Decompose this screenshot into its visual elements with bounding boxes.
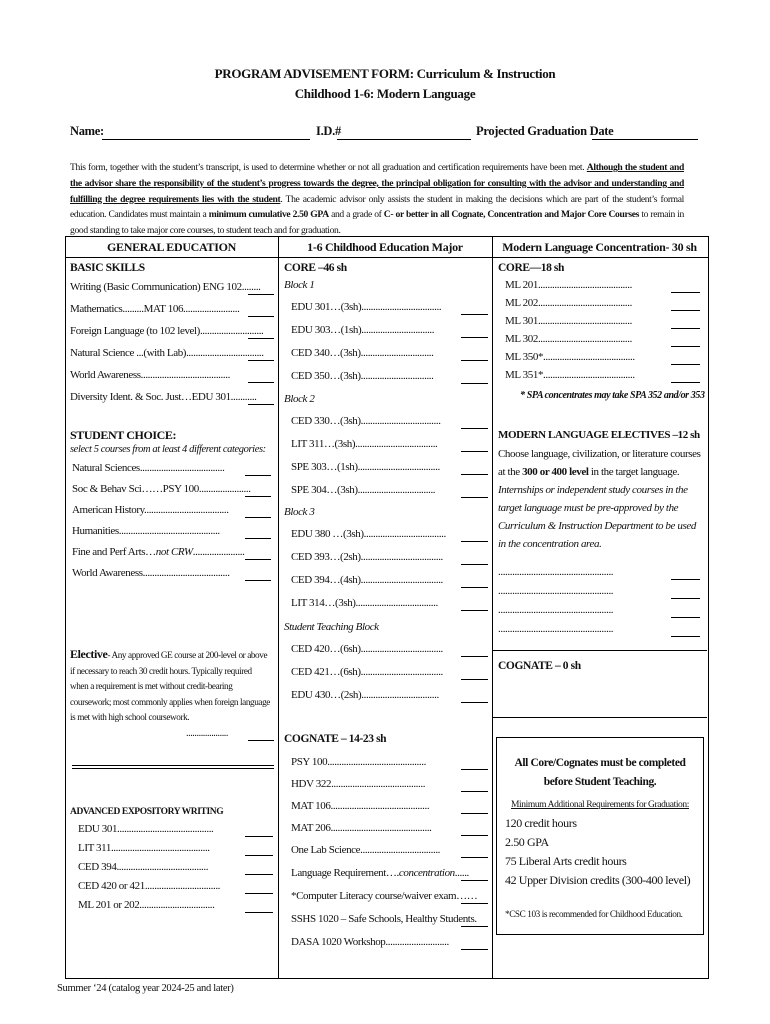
grade-blank[interactable]: [461, 564, 488, 565]
intro-paragraph: This form, together with the student’s transcript, is used to determine whether or not all graduation and certification requirements have been met. Although the student and the advisor share the responsibility of the student’s progress towards the degree, the principal obligation for consulting with the advisor and understanding and fulfilling the degree requirements lies with the student. The academic advisor only assists the student in making the decisions which are part of the student’s formal education. Candidates must maintain a minimum cumulative 2.50 GPA and a grade of C- or better in all Cognate, Concentration and Major Core Courses to remain in good standing to take major core courses, to student teach and for graduation.: [70, 162, 684, 237]
list-item: EDU 301…(3sh)..................................: [291, 301, 442, 313]
list-item: One Lab Science..................................: [291, 844, 441, 856]
column-divider-2: [492, 236, 493, 978]
grade-blank[interactable]: [461, 769, 488, 770]
advanced-writing-heading: ADVANCED EXPOSITORY WRITING: [70, 807, 224, 817]
list-item: Diversity Ident. & Soc. Just…EDU 301...........: [70, 391, 257, 403]
form-title: PROGRAM ADVISEMENT FORM: Curriculum & Instruction: [214, 66, 556, 81]
list-item: MAT 206...........................................: [291, 822, 432, 834]
grade-blank[interactable]: [245, 893, 273, 894]
list-item: ML 350*.......................................: [505, 351, 635, 363]
divider: [72, 765, 274, 766]
list-item: Mathematics.........MAT 106........................: [70, 303, 240, 315]
student-choice-heading: STUDENT CHOICE:: [70, 428, 177, 442]
grade-blank[interactable]: [671, 382, 700, 383]
list-item: EDU 303…(1sh)...............................: [291, 324, 435, 336]
grade-blank[interactable]: [671, 328, 700, 329]
general-education-header: GENERAL EDUCATION: [106, 240, 237, 254]
list-item: 75 Liberal Arts credit hours: [505, 854, 627, 868]
list-item: .................................................: [498, 623, 614, 635]
list-item: LIT 314…(3sh)...................................: [291, 597, 438, 609]
block-3-label: Block 3: [284, 506, 315, 518]
list-item: ML 351*.......................................: [505, 369, 635, 381]
grade-blank[interactable]: [461, 880, 488, 881]
grade-blank[interactable]: [461, 383, 488, 384]
grade-blank[interactable]: [245, 874, 273, 875]
grade-blank[interactable]: [461, 949, 488, 950]
name-label: Name:: [70, 124, 104, 138]
grade-blank[interactable]: [461, 857, 488, 858]
list-item: EDU 430…(2sh).................................: [291, 689, 439, 701]
student-teaching-label: Student Teaching Block: [284, 621, 379, 633]
list-item: PSY 100..........................................: [291, 756, 426, 768]
grade-blank[interactable]: [248, 338, 274, 339]
id-label: I.D.#: [316, 124, 341, 138]
grade-blank[interactable]: [671, 346, 700, 347]
list-item: ML 202........................................: [505, 297, 632, 309]
spa-note: * SPA concentrates may take SPA 352 and/or 353: [520, 390, 705, 401]
major-core-heading: CORE –46 sh: [284, 262, 347, 274]
grade-blank[interactable]: [461, 903, 488, 904]
id-field[interactable]: [337, 139, 471, 140]
list-item: DASA 1020 Workshop...........................: [291, 936, 449, 948]
grade-blank[interactable]: [461, 314, 488, 315]
grade-blank[interactable]: [461, 791, 488, 792]
grade-blank[interactable]: [671, 364, 700, 365]
list-item: Foreign Language (to 102 level)...........................: [70, 325, 264, 337]
grade-blank[interactable]: [461, 835, 488, 836]
requirements-subheading: Minimum Additional Requirements for Graduation:: [510, 800, 690, 810]
list-item: ML 201 or 202................................: [78, 899, 215, 911]
grade-blank[interactable]: [245, 475, 271, 476]
concentration-header: Modern Language Concentration- 30 sh: [502, 240, 697, 254]
grade-blank[interactable]: [245, 496, 271, 497]
divider: [72, 768, 274, 769]
list-item: EDU 301.........................................: [78, 823, 214, 835]
list-item: CED 420 or 421................................: [78, 880, 221, 892]
grade-blank[interactable]: [248, 740, 274, 741]
ml-electives-description: Choose language, civilization, or literature courses at the 300 or 400 level in the target language. Internships or independent study courses in the target language must be pre-approved by the Curriculum & Instruction Department to be used in the concentration area.: [498, 448, 701, 550]
list-item: CED 394…(4sh)...................................: [291, 574, 443, 586]
grade-blank[interactable]: [461, 702, 488, 703]
grade-blank[interactable]: [248, 316, 274, 317]
list-item: HDV 322........................................: [291, 778, 426, 790]
grade-blank[interactable]: [461, 474, 488, 475]
list-item: .................................................: [498, 604, 614, 616]
block-2-label: Block 2: [284, 393, 315, 405]
header-divider: [65, 257, 708, 258]
concentration-cognate-heading: COGNATE – 0 sh: [498, 660, 581, 672]
list-item: *Computer Literacy course/waiver exam……: [291, 890, 478, 902]
list-item: LIT 311..........................................: [78, 842, 210, 854]
block-1-label: Block 1: [284, 279, 315, 291]
list-item: CED 330…(3sh)..................................: [291, 415, 441, 427]
list-item: Fine and Perf Arts…not CRW......................: [72, 546, 245, 558]
divider: [492, 717, 707, 718]
grade-blank[interactable]: [248, 360, 274, 361]
grade-blank[interactable]: [461, 587, 488, 588]
grade-blank[interactable]: [461, 497, 488, 498]
list-item: CED 420…(6sh)...................................: [291, 643, 443, 655]
grade-blank[interactable]: [248, 404, 274, 405]
list-item: SPE 303…(1sh)...................................: [291, 461, 440, 473]
list-item: Soc & Behav Sci……PSY 100......................: [72, 483, 251, 495]
grade-blank[interactable]: [671, 636, 700, 637]
list-item: Language Requirement….concentration......: [291, 867, 469, 879]
list-item: 120 credit hours: [505, 816, 577, 830]
form-subtitle: Childhood 1-6: Modern Language: [294, 86, 476, 101]
student-choice-note: select 5 courses from at least 4 different categories:: [70, 444, 266, 455]
list-item: CED 393…(2sh)...................................: [291, 551, 443, 563]
list-item: EDU 380 …(3sh)...................................: [291, 528, 446, 540]
list-item: ML 301........................................: [505, 315, 632, 327]
list-item: Humanities...........................................: [72, 525, 220, 537]
list-item: American History....................................: [72, 504, 229, 516]
grade-blank[interactable]: [245, 559, 271, 560]
list-item: MAT 106..........................................: [291, 800, 430, 812]
list-item: World Awareness.....................................: [72, 567, 230, 579]
list-item: Natural Science ...(with Lab).................................: [70, 347, 264, 359]
list-item: World Awareness......................................: [70, 369, 230, 381]
grade-blank[interactable]: [671, 310, 700, 311]
major-header: 1-6 Childhood Education Major: [307, 240, 463, 254]
grade-blank[interactable]: [671, 579, 700, 580]
graduation-date-label: Projected Graduation Date: [476, 124, 614, 138]
list-item: ML 201........................................: [505, 279, 632, 291]
list-item: CED 340…(3sh)...............................: [291, 347, 434, 359]
grade-blank[interactable]: [461, 541, 488, 542]
list-item: CED 394.......................................: [78, 861, 209, 873]
list-item: ML 302........................................: [505, 333, 632, 345]
list-item: CED 350…(3sh)...............................: [291, 370, 434, 382]
grade-blank[interactable]: [245, 855, 273, 856]
column-divider-1: [278, 236, 279, 978]
grade-blank[interactable]: [245, 836, 273, 837]
concentration-core-heading: CORE—18 sh: [498, 262, 564, 274]
name-field[interactable]: [102, 139, 310, 140]
grade-blank[interactable]: [461, 337, 488, 338]
list-item: LIT 311…(3sh)...................................: [291, 438, 438, 450]
list-item: .................................................: [498, 585, 614, 597]
list-item: 2.50 GPA: [505, 835, 549, 849]
list-item: CED 421…(6sh)...................................: [291, 666, 443, 678]
grade-blank[interactable]: [461, 656, 488, 657]
grade-blank[interactable]: [245, 912, 273, 913]
list-item: Natural Sciences....................................: [72, 462, 225, 474]
grade-blank[interactable]: [461, 679, 488, 680]
graduation-requirements-box: [496, 737, 704, 935]
list-item: SPE 304…(3sh).................................: [291, 484, 436, 496]
list-item: .................................................: [498, 566, 614, 578]
grade-blank[interactable]: [248, 382, 274, 383]
basic-skills-heading: BASIC SKILLS: [70, 262, 145, 274]
major-cognate-heading: COGNATE – 14-23 sh: [284, 733, 387, 745]
footer-text: Summer ‘24 (catalog year 2024-25 and later): [57, 983, 234, 994]
grade-blank[interactable]: [245, 580, 271, 581]
requirements-heading: All Core/Cognates must be completed before Student Teaching.: [514, 757, 686, 788]
grade-blank[interactable]: [461, 610, 488, 611]
grade-blank[interactable]: [461, 428, 488, 429]
graduation-date-field[interactable]: [592, 139, 698, 140]
elective-description: Elective- Any approved GE course at 200-level or above if necessary to reach 30 credit hours. Typically required when a requirement is met without credit-bearing coursework; most commonly applies when foreign language is met with high school coursework.: [70, 647, 270, 722]
list-item: 42 Upper Division credits (300-400 level): [505, 873, 691, 887]
grade-blank[interactable]: [671, 598, 700, 599]
elective-dots: ....................: [186, 728, 229, 739]
grade-blank[interactable]: [671, 292, 700, 293]
grade-blank[interactable]: [248, 294, 274, 295]
grade-blank[interactable]: [671, 617, 700, 618]
grade-blank[interactable]: [461, 360, 488, 361]
ml-electives-heading: MODERN LANGUAGE ELECTIVES –12 sh: [498, 429, 700, 441]
list-item: Writing (Basic Communication) ENG 102........: [70, 281, 261, 293]
grade-blank[interactable]: [245, 538, 271, 539]
list-item: SSHS 1020 – Safe Schools, Healthy Students.: [291, 913, 477, 925]
csc-note: *CSC 103 is recommended for Childhood Education.: [505, 909, 683, 919]
divider: [492, 650, 707, 651]
grade-blank[interactable]: [245, 517, 271, 518]
grade-blank[interactable]: [461, 451, 488, 452]
grade-blank[interactable]: [461, 926, 488, 927]
grade-blank[interactable]: [461, 813, 488, 814]
